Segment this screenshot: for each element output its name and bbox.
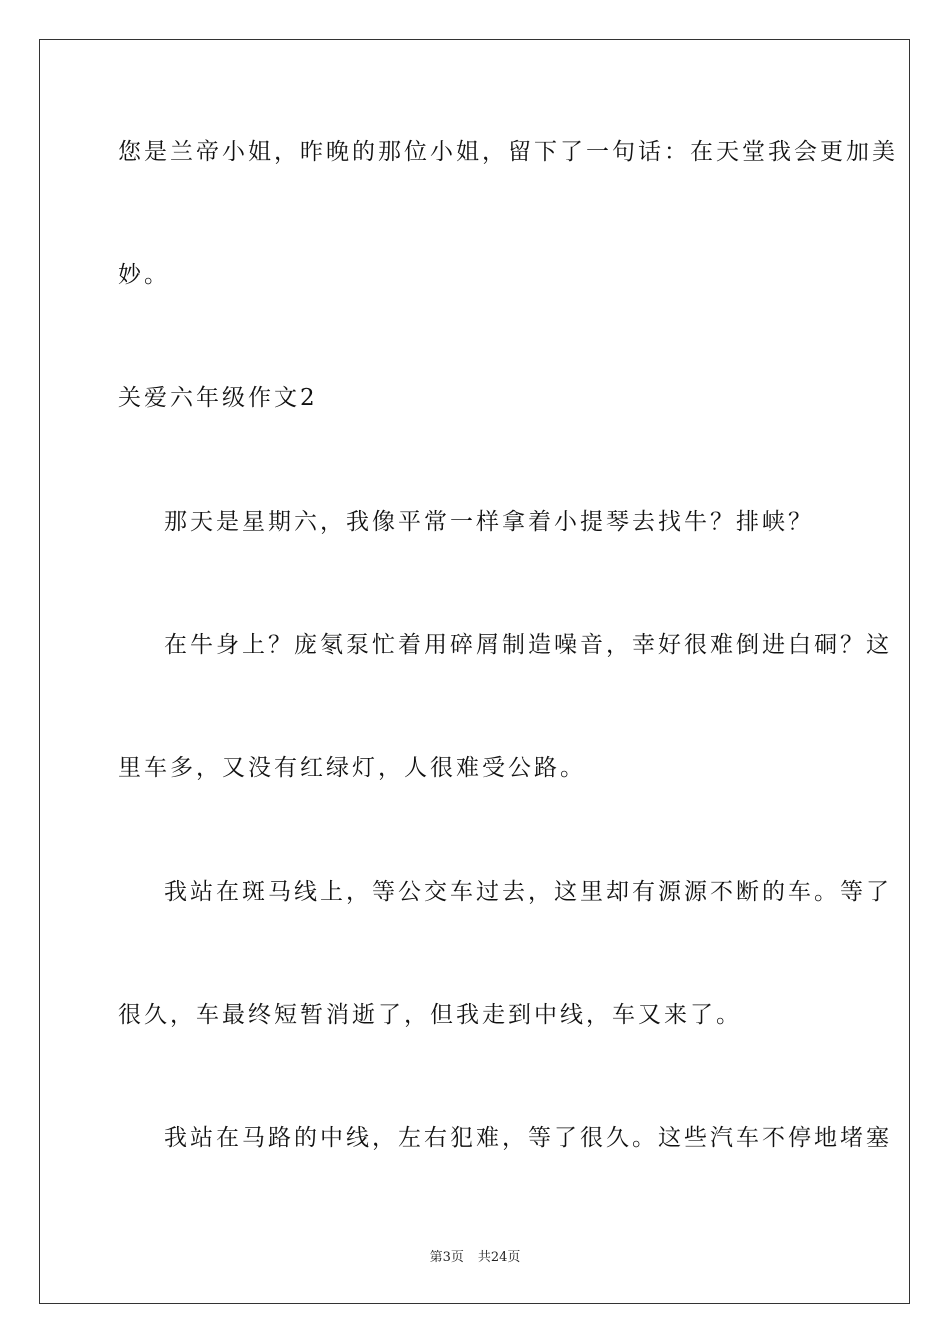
page-number: 第3页 <box>429 1250 464 1265</box>
section-heading: 关爱六年级作文2 <box>118 385 318 411</box>
paragraph-3-line-1: 我站在斑马线上，等公交车过去，这里却有源源不断的车。等了 <box>164 879 892 905</box>
paragraph-3-line-2: 很久，车最终短暂消逝了，但我走到中线，车又来了。 <box>118 1002 742 1028</box>
paragraph-2-line-2: 里车多，又没有红绿灯，人很难受公路。 <box>118 755 586 781</box>
text-line-1: 您是兰帝小姐，昨晚的那位小姐，留下了一句话：在天堂我会更加美 <box>118 139 898 165</box>
page-footer <box>0 1246 950 1265</box>
page-total: 共24页 <box>477 1250 521 1265</box>
page-border <box>39 39 910 1304</box>
text-line-2: 妙。 <box>118 262 170 288</box>
paragraph-1-line-1: 那天是星期六，我像平常一样拿着小提琴去找牛？排峡？ <box>164 509 814 535</box>
paragraph-4-line-1: 我站在马路的中线，左右犯难，等了很久。这些汽车不停地堵塞 <box>164 1125 892 1151</box>
paragraph-2-line-1: 在牛身上？庞氡泵忙着用碎屑制造噪音，幸好很难倒进白硐？这 <box>164 632 892 658</box>
